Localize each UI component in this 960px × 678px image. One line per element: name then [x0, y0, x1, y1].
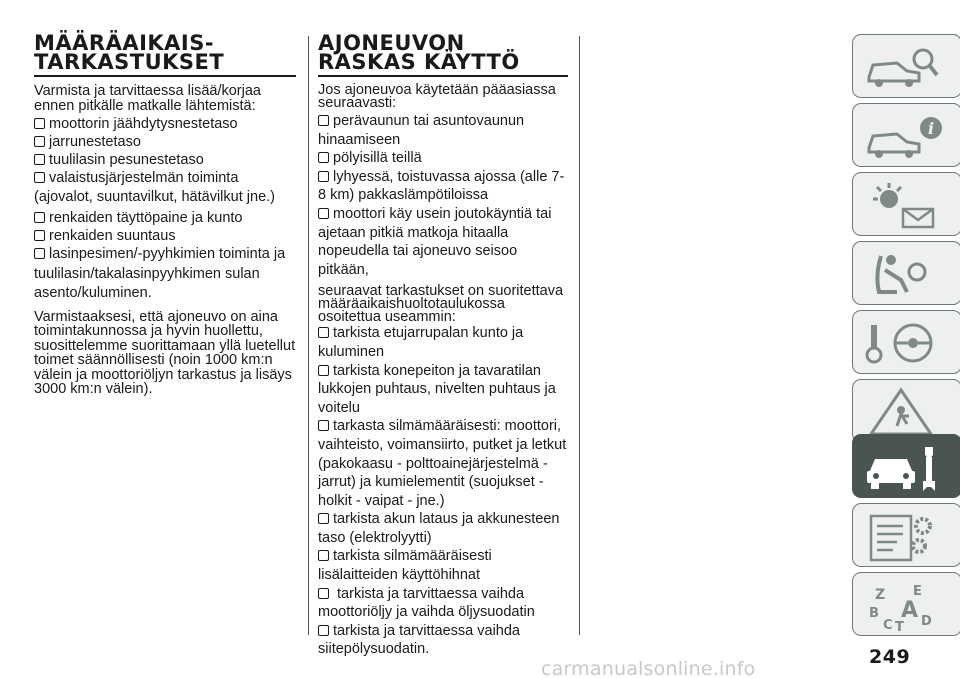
light-envelope-icon — [863, 179, 953, 233]
checks-list — [318, 324, 568, 659]
heading-line: MÄÄRÄAIKAIS- — [34, 31, 215, 55]
list-item: jarrunestetaso — [34, 133, 296, 151]
list-item: lasinpesimen/-pyyhkimien toiminta ja tuulilasin/takalasinpyyhkimen sulan asento/kuluminen. — [34, 246, 286, 301]
chapter-tab-car-info[interactable] — [852, 103, 960, 167]
checkbox-bullet-icon — [318, 208, 329, 219]
checkbox-bullet-icon — [318, 588, 329, 599]
seat-airbag-icon — [863, 248, 953, 302]
list-item: tarkista konepeiton ja tavaratilan lukkojen puhtaus, nivelten puhtaus ja voitelu — [318, 362, 556, 416]
column-divider — [308, 36, 309, 635]
heading-line: TARKASTUKSET — [34, 50, 225, 74]
chapter-tab-safety[interactable] — [852, 241, 960, 305]
svg-text:i: i — [927, 119, 935, 138]
chapter-tab-maintenance[interactable] — [852, 434, 960, 498]
heading-line: AJONEUVON — [318, 31, 465, 55]
list-gear-icon — [863, 510, 953, 564]
closing-paragraph: Varmistaaksesi, että ajoneuvo on aina toimintakunnossa ja hyvin huollettu, suosittelemme suorittamaan yllä luetellut toimet säännöllisesti (noin 1000 km:n välein ja moottoriöljyn tarkastus ja lisäys 3000 km:n välein). — [34, 308, 296, 397]
section-heading-maintenance — [34, 31, 296, 74]
heading-rule — [34, 75, 296, 77]
checkbox-bullet-icon — [34, 136, 45, 147]
svg-text:Z: Z — [875, 587, 886, 603]
checklist — [34, 115, 296, 304]
intro-paragraph: Varmista ja tarvittaessa lisää/korjaa ennen pitkälle matkalle lähtemistä: — [34, 83, 261, 114]
list-item: renkaiden täyttöpaine ja kunto — [34, 209, 296, 227]
car-info-icon — [863, 110, 953, 164]
chapter-tab-car-check[interactable] — [852, 34, 960, 98]
list-item: renkaiden suuntaus — [34, 227, 296, 245]
alphabet-index-icon — [863, 579, 953, 633]
list-item: perävaunun tai asuntovaunun hinaamiseen — [318, 113, 525, 148]
list-item: tarkista ja tarvittaessa vaihda siitepölysuodatin. — [318, 622, 520, 658]
left-column — [34, 31, 296, 403]
conditions-list — [318, 112, 568, 279]
list-item: tarkista silmämääräisesti lisälaitteiden käyttöhihnat — [318, 548, 492, 584]
middle-paragraph: seuraavat tarkastukset on suoritettava määräaikaishuoltotaulukossa osoitettua useammin: — [318, 283, 564, 326]
checkbox-bullet-icon — [318, 625, 329, 636]
chapter-tab-technical-data[interactable] — [852, 503, 960, 567]
svg-text:C: C — [883, 618, 893, 633]
list-item: valaistusjärjestelmän toiminta (ajovalot, suuntavilkut, hätävilkut jne.) — [34, 170, 275, 205]
intro-paragraph: Jos ajoneuvoa käytetään pääasiassa seuraavasti: — [318, 82, 556, 111]
checkbox-bullet-icon — [34, 212, 45, 223]
key-steering-wheel-icon — [863, 317, 953, 371]
list-item: moottorin jäähdytysnestetaso — [34, 115, 296, 133]
checkbox-bullet-icon — [318, 152, 329, 163]
checkbox-bullet-icon — [318, 171, 329, 182]
page-number: 249 — [869, 646, 911, 668]
svg-text:B: B — [869, 606, 879, 621]
list-item: tarkista ja tarvittaessa vaihda moottoriöljy ja vaihda öljysuodatin — [318, 585, 535, 621]
checkbox-bullet-icon — [34, 248, 45, 259]
checkbox-bullet-icon — [318, 327, 329, 338]
svg-text:T: T — [895, 620, 904, 633]
right-column — [318, 31, 568, 659]
svg-text:D: D — [921, 614, 932, 629]
heading-line: RASKAS KÄYTTÖ — [318, 50, 520, 74]
section-heading-heavy-use — [318, 31, 568, 74]
list-item: moottori käy usein joutokäyntiä tai ajetaan pitkiä matkoja hitaalla nopeudella tai ajoneuvo seisoo pitkään, — [318, 205, 552, 278]
chapter-tab-index[interactable] — [852, 572, 960, 636]
heading-rule — [318, 75, 568, 77]
checkbox-bullet-icon — [318, 420, 329, 431]
checkbox-bullet-icon — [318, 550, 329, 561]
list-item: tarkista etujarrupalan kunto ja kuluminen — [318, 325, 524, 360]
checkbox-bullet-icon — [318, 115, 329, 126]
chapter-tab-starting[interactable] — [852, 310, 960, 374]
list-item: tarkasta silmämääräisesti: moottori, vaihteisto, voimansiirto, putket ja letkut (pakokaasu - polttoainejärjestelmä - jarrut) ja kumielementit (suojukset - holkit - vaipat - jne.) — [318, 418, 567, 509]
column-divider — [579, 36, 580, 635]
checkbox-bullet-icon — [34, 118, 45, 129]
checkbox-bullet-icon — [318, 513, 329, 524]
list-item: tuulilasin pesunestetaso — [34, 151, 296, 169]
list-item: lyhyessä, toistuvassa ajossa (alle 7-8 km) pakkaslämpötiloissa — [318, 168, 565, 204]
svg-text:A: A — [901, 598, 919, 623]
chapter-tab-lights[interactable] — [852, 172, 960, 236]
list-item: pölyisillä teillä — [318, 149, 568, 168]
car-magnifier-icon — [863, 41, 953, 95]
roadside-warning-icon — [863, 386, 953, 440]
checkbox-bullet-icon — [34, 154, 45, 165]
checkbox-bullet-icon — [34, 172, 45, 183]
watermark: carmanualsonline.info — [541, 658, 756, 678]
chapter-sidebar — [852, 0, 960, 678]
checkbox-bullet-icon — [34, 230, 45, 241]
svg-text:E: E — [913, 584, 922, 599]
car-wrench-icon — [863, 441, 953, 495]
list-item: tarkista akun lataus ja akkunesteen taso (elektrolyytti) — [318, 511, 560, 546]
checkbox-bullet-icon — [318, 365, 329, 376]
